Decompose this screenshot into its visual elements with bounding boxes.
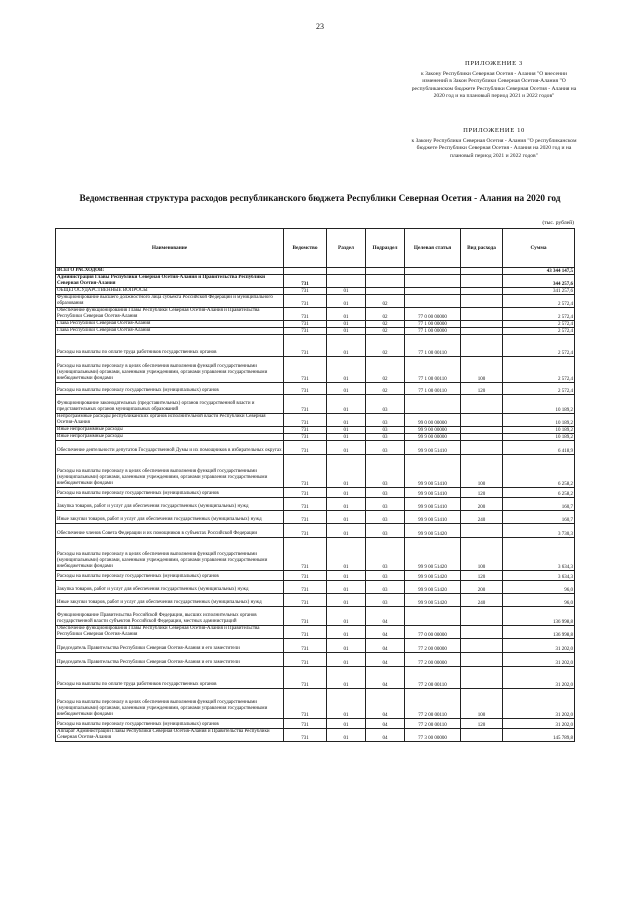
cell-section (327, 268, 366, 275)
cell-amount: 10 189,2 (503, 395, 575, 414)
cell-expense-type (461, 653, 503, 667)
cell-amount: 31 202,0 (503, 719, 575, 729)
cell-department: 731 (284, 607, 327, 626)
table-body (56, 268, 575, 742)
cell-subsection: 04 (366, 689, 405, 719)
cell-name: Расходы на выплаты персоналу государственных (муниципальных) органов (56, 719, 284, 729)
table-row (56, 571, 575, 581)
cell-department: 731 (284, 434, 327, 441)
cell-name: ОБЩЕГОСУДАРСТВЕННЫЕ ВОПРОСЫ (56, 288, 284, 295)
cell-section: 01 (327, 383, 366, 395)
cell-target-item: 99 9 00 51410 (405, 455, 461, 488)
cell-name: Закупка товаров, работ и услуг для обеспечения государственных (муниципальных) нужд (56, 498, 284, 511)
cell-amount: 160,7 (503, 511, 575, 524)
cell-target-item (405, 288, 461, 295)
cell-target-item: 99 9 00 00000 (405, 427, 461, 434)
cell-expense-type (461, 427, 503, 434)
cell-section: 01 (327, 511, 366, 524)
cell-subsection: 04 (366, 653, 405, 667)
cell-section: 01 (327, 455, 366, 488)
cell-amount: 43 344 147,5 (503, 268, 575, 275)
cell-name: Расходы на выплаты персоналу государственных (муниципальных) органов (56, 383, 284, 395)
cell-amount: 31 202,0 (503, 667, 575, 689)
cell-section: 01 (327, 441, 366, 455)
cell-expense-type: 240 (461, 511, 503, 524)
column-header-target-item: Целевая статья (405, 229, 461, 268)
column-header-subsection: Подраздел (366, 229, 405, 268)
cell-expense-type: 120 (461, 383, 503, 395)
cell-target-item: 99 9 00 51420 (405, 538, 461, 571)
cell-section: 01 (327, 414, 366, 427)
table-header-row (56, 229, 575, 268)
cell-expense-type: 240 (461, 594, 503, 607)
table-row (56, 581, 575, 594)
cell-department: 731 (284, 395, 327, 414)
cell-target-item: 77 0 00 00000 (405, 308, 461, 321)
cell-department: 731 (284, 653, 327, 667)
cell-subsection: 03 (366, 455, 405, 488)
cell-section: 01 (327, 295, 366, 308)
cell-subsection: 02 (366, 383, 405, 395)
cell-section: 01 (327, 434, 366, 441)
cell-department: 731 (284, 538, 327, 571)
cell-amount: 3 634,3 (503, 571, 575, 581)
cell-department: 731 (284, 729, 327, 742)
table-row (56, 275, 575, 288)
cell-section: 01 (327, 308, 366, 321)
cell-department: 731 (284, 689, 327, 719)
cell-subsection: 03 (366, 427, 405, 434)
cell-name: Обеспечение функционирования Главы Республики Северная Осетия-Алания и Правительства Республики Северная Осетия-Алания (56, 308, 284, 321)
units-label: (тыс. рублей) (542, 220, 574, 226)
cell-department: 731 (284, 498, 327, 511)
table-row (56, 689, 575, 719)
cell-expense-type (461, 328, 503, 335)
cell-expense-type (461, 434, 503, 441)
table-row (56, 719, 575, 729)
cell-name: Глава Республики Северная Осетия-Алания (56, 321, 284, 328)
cell-department: 731 (284, 571, 327, 581)
cell-name: Обеспечение членов Совета Федерации и их помощников в субъектах Российской Федерации (56, 524, 284, 538)
table-row (56, 607, 575, 626)
cell-section: 01 (327, 321, 366, 328)
cell-target-item: 77 2 00 00110 (405, 689, 461, 719)
document-title: Ведомственная структура расходов республиканского бюджета Республики Северная Осетия - Алания на 2020 год (79, 194, 561, 204)
cell-target-item (405, 268, 461, 275)
cell-expense-type: 200 (461, 581, 503, 594)
cell-target-item: 77 3 00 00000 (405, 729, 461, 742)
cell-expense-type (461, 308, 503, 321)
cell-target-item: 99 9 00 51410 (405, 441, 461, 455)
table-row (56, 328, 575, 335)
cell-section: 01 (327, 594, 366, 607)
cell-expense-type (461, 335, 503, 357)
cell-target-item: 77 1 00 00110 (405, 357, 461, 383)
cell-name: Обеспечение деятельности депутатов Государственной Думы и их помощников в избирательных округах (56, 441, 284, 455)
cell-section: 01 (327, 335, 366, 357)
cell-name: Закупка товаров, работ и услуг для обеспечения государственных (муниципальных) нужд (56, 581, 284, 594)
cell-subsection (366, 275, 405, 288)
cell-expense-type: 100 (461, 455, 503, 488)
cell-subsection: 02 (366, 295, 405, 308)
cell-amount: 2 572,4 (503, 328, 575, 335)
cell-department: 731 (284, 383, 327, 395)
cell-target-item: 77 1 00 00110 (405, 383, 461, 395)
cell-name: Расходы на выплаты персоналу в целях обеспечения выполнения функций государственными (муниципальными) органами, казенными учреждениями, органами управления государственными внебюджетными фондами (56, 357, 284, 383)
cell-department (284, 268, 327, 275)
cell-name: Администрация Главы Республики Северная Осетия-Алания и Правительства Республики Северная Осетия-Алания (56, 275, 284, 288)
appendix-block-2 (408, 127, 580, 160)
cell-section: 01 (327, 427, 366, 434)
cell-target-item: 99 9 00 51410 (405, 498, 461, 511)
cell-name: Председатель Правительства Республики Северная Осетия-Алания и его заместители (56, 639, 284, 653)
cell-expense-type: 120 (461, 488, 503, 498)
cell-target-item: 99 9 00 51420 (405, 571, 461, 581)
cell-target-item: 77 1 00 00000 (405, 328, 461, 335)
cell-section: 01 (327, 719, 366, 729)
appendix-heading-2: ПРИЛОЖЕНИЕ 10 (463, 127, 525, 134)
cell-department: 731 (284, 427, 327, 434)
table-row (56, 383, 575, 395)
cell-subsection: 03 (366, 511, 405, 524)
appendix-block-1 (408, 60, 580, 100)
cell-expense-type (461, 729, 503, 742)
cell-section: 01 (327, 538, 366, 571)
cell-department: 731 (284, 295, 327, 308)
cell-target-item: 77 1 00 00110 (405, 335, 461, 357)
cell-amount: 6 258,2 (503, 488, 575, 498)
table-row (56, 335, 575, 357)
cell-subsection: 03 (366, 395, 405, 414)
cell-name: Председатель Правительства Республики Северная Осетия-Алания и его заместители (56, 653, 284, 667)
cell-subsection: 02 (366, 357, 405, 383)
cell-amount: 6 418,9 (503, 441, 575, 455)
cell-amount: 31 202,0 (503, 653, 575, 667)
page-number: 23 (316, 22, 324, 31)
cell-department: 731 (284, 667, 327, 689)
cell-amount: 3 730,3 (503, 524, 575, 538)
cell-name: Иные непрограммные расходы (56, 434, 284, 441)
table-row (56, 427, 575, 434)
cell-amount: 96,0 (503, 594, 575, 607)
cell-section: 01 (327, 288, 366, 295)
cell-name: Расходы на выплаты персоналу в целях обеспечения выполнения функций государственными (муниципальными) органами, казенными учреждениями, органами управления государственными внебюджетными фондами (56, 538, 284, 571)
cell-subsection (366, 288, 405, 295)
expenditure-table (55, 228, 575, 742)
cell-department: 731 (284, 414, 327, 427)
cell-section: 01 (327, 395, 366, 414)
cell-amount: 160,7 (503, 498, 575, 511)
cell-amount: 2 572,4 (503, 295, 575, 308)
cell-expense-type (461, 524, 503, 538)
cell-target-item (405, 275, 461, 288)
cell-section: 01 (327, 607, 366, 626)
cell-amount: 2 572,4 (503, 308, 575, 321)
cell-amount: 136 998,8 (503, 607, 575, 626)
cell-expense-type (461, 607, 503, 626)
cell-name: Обеспечение функционирования Главы Республики Северная Осетия-Алания и Правительства Республики Северная Осетия-Алания (56, 626, 284, 639)
table-row (56, 268, 575, 275)
table-row (56, 455, 575, 488)
table-row (56, 498, 575, 511)
cell-target-item: 77 2 00 00000 (405, 653, 461, 667)
cell-target-item (405, 395, 461, 414)
cell-expense-type (461, 321, 503, 328)
cell-expense-type (461, 295, 503, 308)
cell-department: 731 (284, 335, 327, 357)
table-row (56, 594, 575, 607)
cell-expense-type: 120 (461, 571, 503, 581)
cell-amount: 3 634,3 (503, 538, 575, 571)
cell-expense-type: 100 (461, 357, 503, 383)
column-header-name: Наименование (56, 229, 284, 268)
cell-department: 731 (284, 626, 327, 639)
cell-section: 01 (327, 667, 366, 689)
cell-expense-type (461, 414, 503, 427)
cell-expense-type: 120 (461, 719, 503, 729)
cell-target-item: 99 9 00 00000 (405, 434, 461, 441)
cell-subsection: 03 (366, 488, 405, 498)
cell-subsection: 03 (366, 538, 405, 571)
table-row (56, 653, 575, 667)
column-header-amount: Сумма (503, 229, 575, 268)
cell-expense-type (461, 275, 503, 288)
cell-expense-type (461, 288, 503, 295)
cell-name: Функционирование законодательных (представительных) органов государственной власти и представительных органов муниципальных образований (56, 395, 284, 414)
table-row (56, 488, 575, 498)
cell-target-item: 99 0 00 00000 (405, 414, 461, 427)
cell-subsection: 03 (366, 594, 405, 607)
cell-subsection (366, 268, 405, 275)
cell-name: Иные закупки товаров, работ и услуг для обеспечения государственных (муниципальных) нужд (56, 594, 284, 607)
cell-subsection: 04 (366, 729, 405, 742)
cell-name: Непрограммные расходы республиканских органов исполнительной власти Республики Северная Осетия-Алания (56, 414, 284, 427)
cell-section: 01 (327, 653, 366, 667)
cell-target-item: 77 2 00 00110 (405, 719, 461, 729)
cell-amount: 6 258,2 (503, 455, 575, 488)
cell-expense-type (461, 268, 503, 275)
cell-section: 01 (327, 639, 366, 653)
cell-department: 731 (284, 288, 327, 295)
cell-name: Расходы на выплаты персоналу в целях обеспечения выполнения функций государственными (муниципальными) органами, казенными учреждениями, органами управления государственными внебюджетными фондами (56, 689, 284, 719)
table-row (56, 524, 575, 538)
cell-department: 731 (284, 594, 327, 607)
table-row (56, 308, 575, 321)
cell-amount: 10 189,2 (503, 434, 575, 441)
cell-amount: 31 202,0 (503, 689, 575, 719)
cell-amount: 2 572,4 (503, 357, 575, 383)
cell-target-item: 77 0 00 00000 (405, 626, 461, 639)
cell-amount: 145 789,8 (503, 729, 575, 742)
table-row (56, 639, 575, 653)
cell-subsection: 03 (366, 414, 405, 427)
cell-name: Расходы на выплаты персоналу в целях обеспечения выполнения функций государственными (муниципальными) органами, казенными учреждениями, органами управления государственными внебюджетными фондами (56, 455, 284, 488)
cell-amount: 2 572,4 (503, 335, 575, 357)
cell-subsection: 02 (366, 321, 405, 328)
cell-expense-type: 100 (461, 538, 503, 571)
cell-subsection: 03 (366, 434, 405, 441)
cell-subsection: 04 (366, 626, 405, 639)
cell-amount: 2 572,4 (503, 383, 575, 395)
cell-subsection: 02 (366, 335, 405, 357)
cell-name: Функционирование высшего должностного лица субъекта Российской Федерации и муниципального образования (56, 295, 284, 308)
cell-department: 731 (284, 455, 327, 488)
cell-department: 731 (284, 321, 327, 328)
cell-name: Функционирование Правительства Российской Федерации, высших исполнительных органов государственной власти субъектов Российской Федерации, местных администраций (56, 607, 284, 626)
table-row (56, 414, 575, 427)
cell-section: 01 (327, 488, 366, 498)
table-row (56, 441, 575, 455)
cell-name: Расходы на выплаты по оплате труда работников государственных органов (56, 667, 284, 689)
cell-department: 731 (284, 719, 327, 729)
table-row (56, 729, 575, 742)
cell-expense-type: 200 (461, 498, 503, 511)
cell-amount: 341 257,6 (503, 288, 575, 295)
cell-department: 731 (284, 524, 327, 538)
table-row (56, 538, 575, 571)
cell-expense-type (461, 395, 503, 414)
appendix-text-2: к Закону Республики Северная Осетия - Алания "О республиканском бюджете Республики Северная Осетия - Алания на 2020 год и на плановый период 2021 и 2022 годов" (411, 138, 577, 159)
table-row (56, 667, 575, 689)
cell-amount: 2 572,4 (503, 321, 575, 328)
cell-target-item (405, 607, 461, 626)
cell-expense-type: 100 (461, 689, 503, 719)
table-row (56, 434, 575, 441)
table-row (56, 395, 575, 414)
cell-target-item: 99 9 00 51410 (405, 488, 461, 498)
cell-target-item: 99 9 00 51420 (405, 594, 461, 607)
cell-section: 01 (327, 357, 366, 383)
cell-amount: 10 189,2 (503, 414, 575, 427)
cell-department: 731 (284, 511, 327, 524)
cell-subsection: 03 (366, 571, 405, 581)
cell-section (327, 275, 366, 288)
cell-name: Расходы на выплаты по оплате труда работников государственных органов (56, 335, 284, 357)
cell-amount: 10 189,2 (503, 427, 575, 434)
cell-section: 01 (327, 729, 366, 742)
cell-target-item: 99 9 00 51420 (405, 581, 461, 594)
cell-target-item: 77 2 00 00110 (405, 667, 461, 689)
cell-section: 01 (327, 626, 366, 639)
cell-name: Расходы на выплаты персоналу государственных (муниципальных) органов (56, 571, 284, 581)
column-header-section: Раздел (327, 229, 366, 268)
cell-name: ВСЕГО РАСХОДОВ: (56, 268, 284, 275)
cell-target-item: 99 9 00 51410 (405, 511, 461, 524)
cell-expense-type (461, 639, 503, 653)
cell-section: 01 (327, 571, 366, 581)
cell-department: 731 (284, 581, 327, 594)
cell-subsection: 04 (366, 607, 405, 626)
appendix-heading-1: ПРИЛОЖЕНИЕ 3 (465, 60, 523, 67)
cell-department: 731 (284, 441, 327, 455)
appendix-text-1: к Закону Республики Северная Осетия - Алания "О внесении изменений в Закон Республики Северная Осетия-Алания "О республиканском бюджете Республики Северная Осетия - Алания на 2020 год и на плановый период 2021 и 2022 годов" (411, 71, 577, 99)
cell-name: Расходы на выплаты персоналу государственных (муниципальных) органов (56, 488, 284, 498)
cell-department: 731 (284, 328, 327, 335)
cell-subsection: 02 (366, 328, 405, 335)
cell-section: 01 (327, 581, 366, 594)
cell-section: 01 (327, 524, 366, 538)
table-row (56, 626, 575, 639)
cell-amount: 96,0 (503, 581, 575, 594)
column-header-department: Ведомство (284, 229, 327, 268)
cell-section: 01 (327, 328, 366, 335)
cell-subsection: 04 (366, 667, 405, 689)
cell-department: 731 (284, 308, 327, 321)
column-header-expense-type: Вид расхода (461, 229, 503, 268)
cell-target-item (405, 295, 461, 308)
cell-amount: 31 202,0 (503, 639, 575, 653)
cell-department: 731 (284, 639, 327, 653)
cell-department: 731 (284, 488, 327, 498)
cell-subsection: 04 (366, 639, 405, 653)
table-row (56, 357, 575, 383)
cell-target-item: 99 9 00 51420 (405, 524, 461, 538)
cell-subsection: 03 (366, 498, 405, 511)
cell-expense-type (461, 626, 503, 639)
cell-subsection: 02 (366, 308, 405, 321)
table-row (56, 295, 575, 308)
cell-subsection: 04 (366, 719, 405, 729)
table-row (56, 321, 575, 328)
cell-target-item: 77 1 00 00000 (405, 321, 461, 328)
cell-target-item: 77 2 00 00000 (405, 639, 461, 653)
table-row (56, 288, 575, 295)
cell-amount: 344 257,6 (503, 275, 575, 288)
cell-subsection: 03 (366, 441, 405, 455)
cell-department: 731 (284, 275, 327, 288)
cell-amount: 136 998,8 (503, 626, 575, 639)
cell-name: Иные непрограммные расходы (56, 427, 284, 434)
cell-expense-type (461, 667, 503, 689)
cell-name: Иные закупки товаров, работ и услуг для обеспечения государственных (муниципальных) нужд (56, 511, 284, 524)
cell-expense-type (461, 441, 503, 455)
cell-subsection: 03 (366, 524, 405, 538)
cell-name: Глава Республики Северная Осетия-Алания (56, 328, 284, 335)
cell-subsection: 03 (366, 581, 405, 594)
cell-department: 731 (284, 357, 327, 383)
cell-section: 01 (327, 498, 366, 511)
cell-name: Аппарат Администрации Главы Республики Северная Осетия-Алания и Правительства Республики Северная Осетия-Алания (56, 729, 284, 742)
table-row (56, 511, 575, 524)
cell-section: 01 (327, 689, 366, 719)
